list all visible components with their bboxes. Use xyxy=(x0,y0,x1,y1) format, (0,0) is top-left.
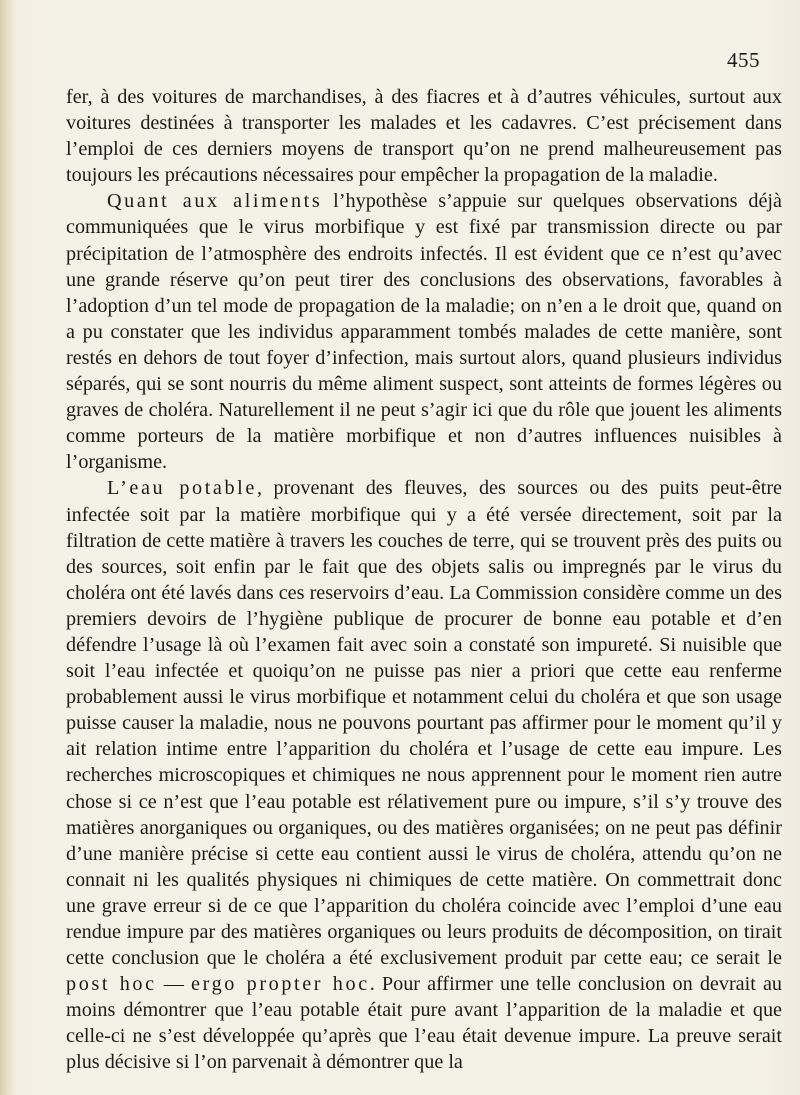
paragraph-text: , provenant des fleuves, des sources ou des puits peut-être infectée soit par la matière morbifique qui y a été versée directement, soit par la filtration de cette matière à travers les couches de terre, qui se trouvent près des puits ou des sources, soit enfin par le fait que des objets salis ou impregnés par le virus du choléra ont été lavés dans ces reservoirs d’eau. La Commission considère comme un des premiers devoirs de l’hygiène publique de procurer de bonne eau potable et d’en défendre l’usage là où l’examen fait avec soin a constaté son impureté. Si nuisible que soit l’eau infectée et quoiqu’on ne puisse pas nier a priori que cette eau renferme probablement aussi le virus morbifique et notamment celui du choléra et que son usage puisse causer la maladie, nous ne pouvons pourtant pas affirmer pour le moment qu’il y ait relation intime entre l’apparition du choléra et l’usage de cette eau impure. Les recherches microscopiques et chimiques ne nous apprennent pour le moment rien autre chose si ce n’est que l’eau potable est rélativement pure ou impure, s’il s’y trouve des matières anorganiques ou organiques, ou des matières organisées; on ne peut pas définir d’une manière précise si cette eau contient aussi le virus de choléra, attendu qu’on ne connait ni les qualités physiques ni chimiques de cette matière. On commettrait donc une grave erreur si de ce que l’apparition du choléra coincide avec l’emploi d’une eau rendue impure par des matières organiques ou leurs produits de décomposition, on tirait cette conclusion que le choléra a été exclusivement produit par cette eau; ce serait le xyxy=(66,477,782,970)
emphasis-ergo-propter-hoc: ergo propter hoc xyxy=(191,973,370,996)
paragraph-text: . Pour affirmer une telle conclusion on devrait au moins démontrer que l’eau potable était pure avant l’apparition de la maladie et que celle-ci ne s’est développée qu’après que l’eau était devenue impure. La preuve serait plus décisive si l’on parvenait à démontrer que la xyxy=(66,973,782,1074)
emphasis-aliments: Quant aux aliments xyxy=(107,190,323,213)
paragraph-aliments xyxy=(66,188,782,475)
emphasis-eau-potable: L’eau potable xyxy=(107,477,257,500)
page-number: 455 xyxy=(727,48,760,72)
paragraph-transport xyxy=(66,84,782,188)
emphasis-post-hoc: post hoc xyxy=(66,973,157,996)
paragraph-eau-potable xyxy=(66,475,782,1075)
dash: — xyxy=(156,973,192,996)
binding-shadow xyxy=(0,0,14,1095)
body-text xyxy=(66,84,782,1076)
paragraph-text: fer, à des voitures de marchandises, à des fiacres et à d’autres véhicules, surtout aux voitures destinées à transporter les malades et les cadavres. C’est précisement dans l’emploi de ces derniers moyens de transport qu’on ne prend malheureusement pas toujours les précautions nécessaires pour empêcher la propagation de la maladie. xyxy=(66,86,782,187)
paragraph-text: l’hypothèse s’appuie sur quelques observations déjà communiquées que le virus morbifique y est fixé par transmission directe ou par précipitation de l’atmosphère des endroits infectés. Il est évident que ce n’est qu’avec une grande réserve qu’on peut tirer des conclusions des observations, favorables à l’adoption d’un tel mode de propagation de la maladie; on n’en a le droit que, quand on a pu constater que les individus apparamment tombés malades de cette manière, sont restés en dehors de tout foyer d’infection, mais surtout alors, quand plusieurs individus séparés, qui se sont nourris du même aliment suspect, sont atteints de formes légères ou graves de choléra. Naturellement il ne peut s’agir ici que du rôle que jouent les aliments comme porteurs de la matière morbifique et non d’autres influences nuisibles à l’organisme. xyxy=(66,190,782,474)
